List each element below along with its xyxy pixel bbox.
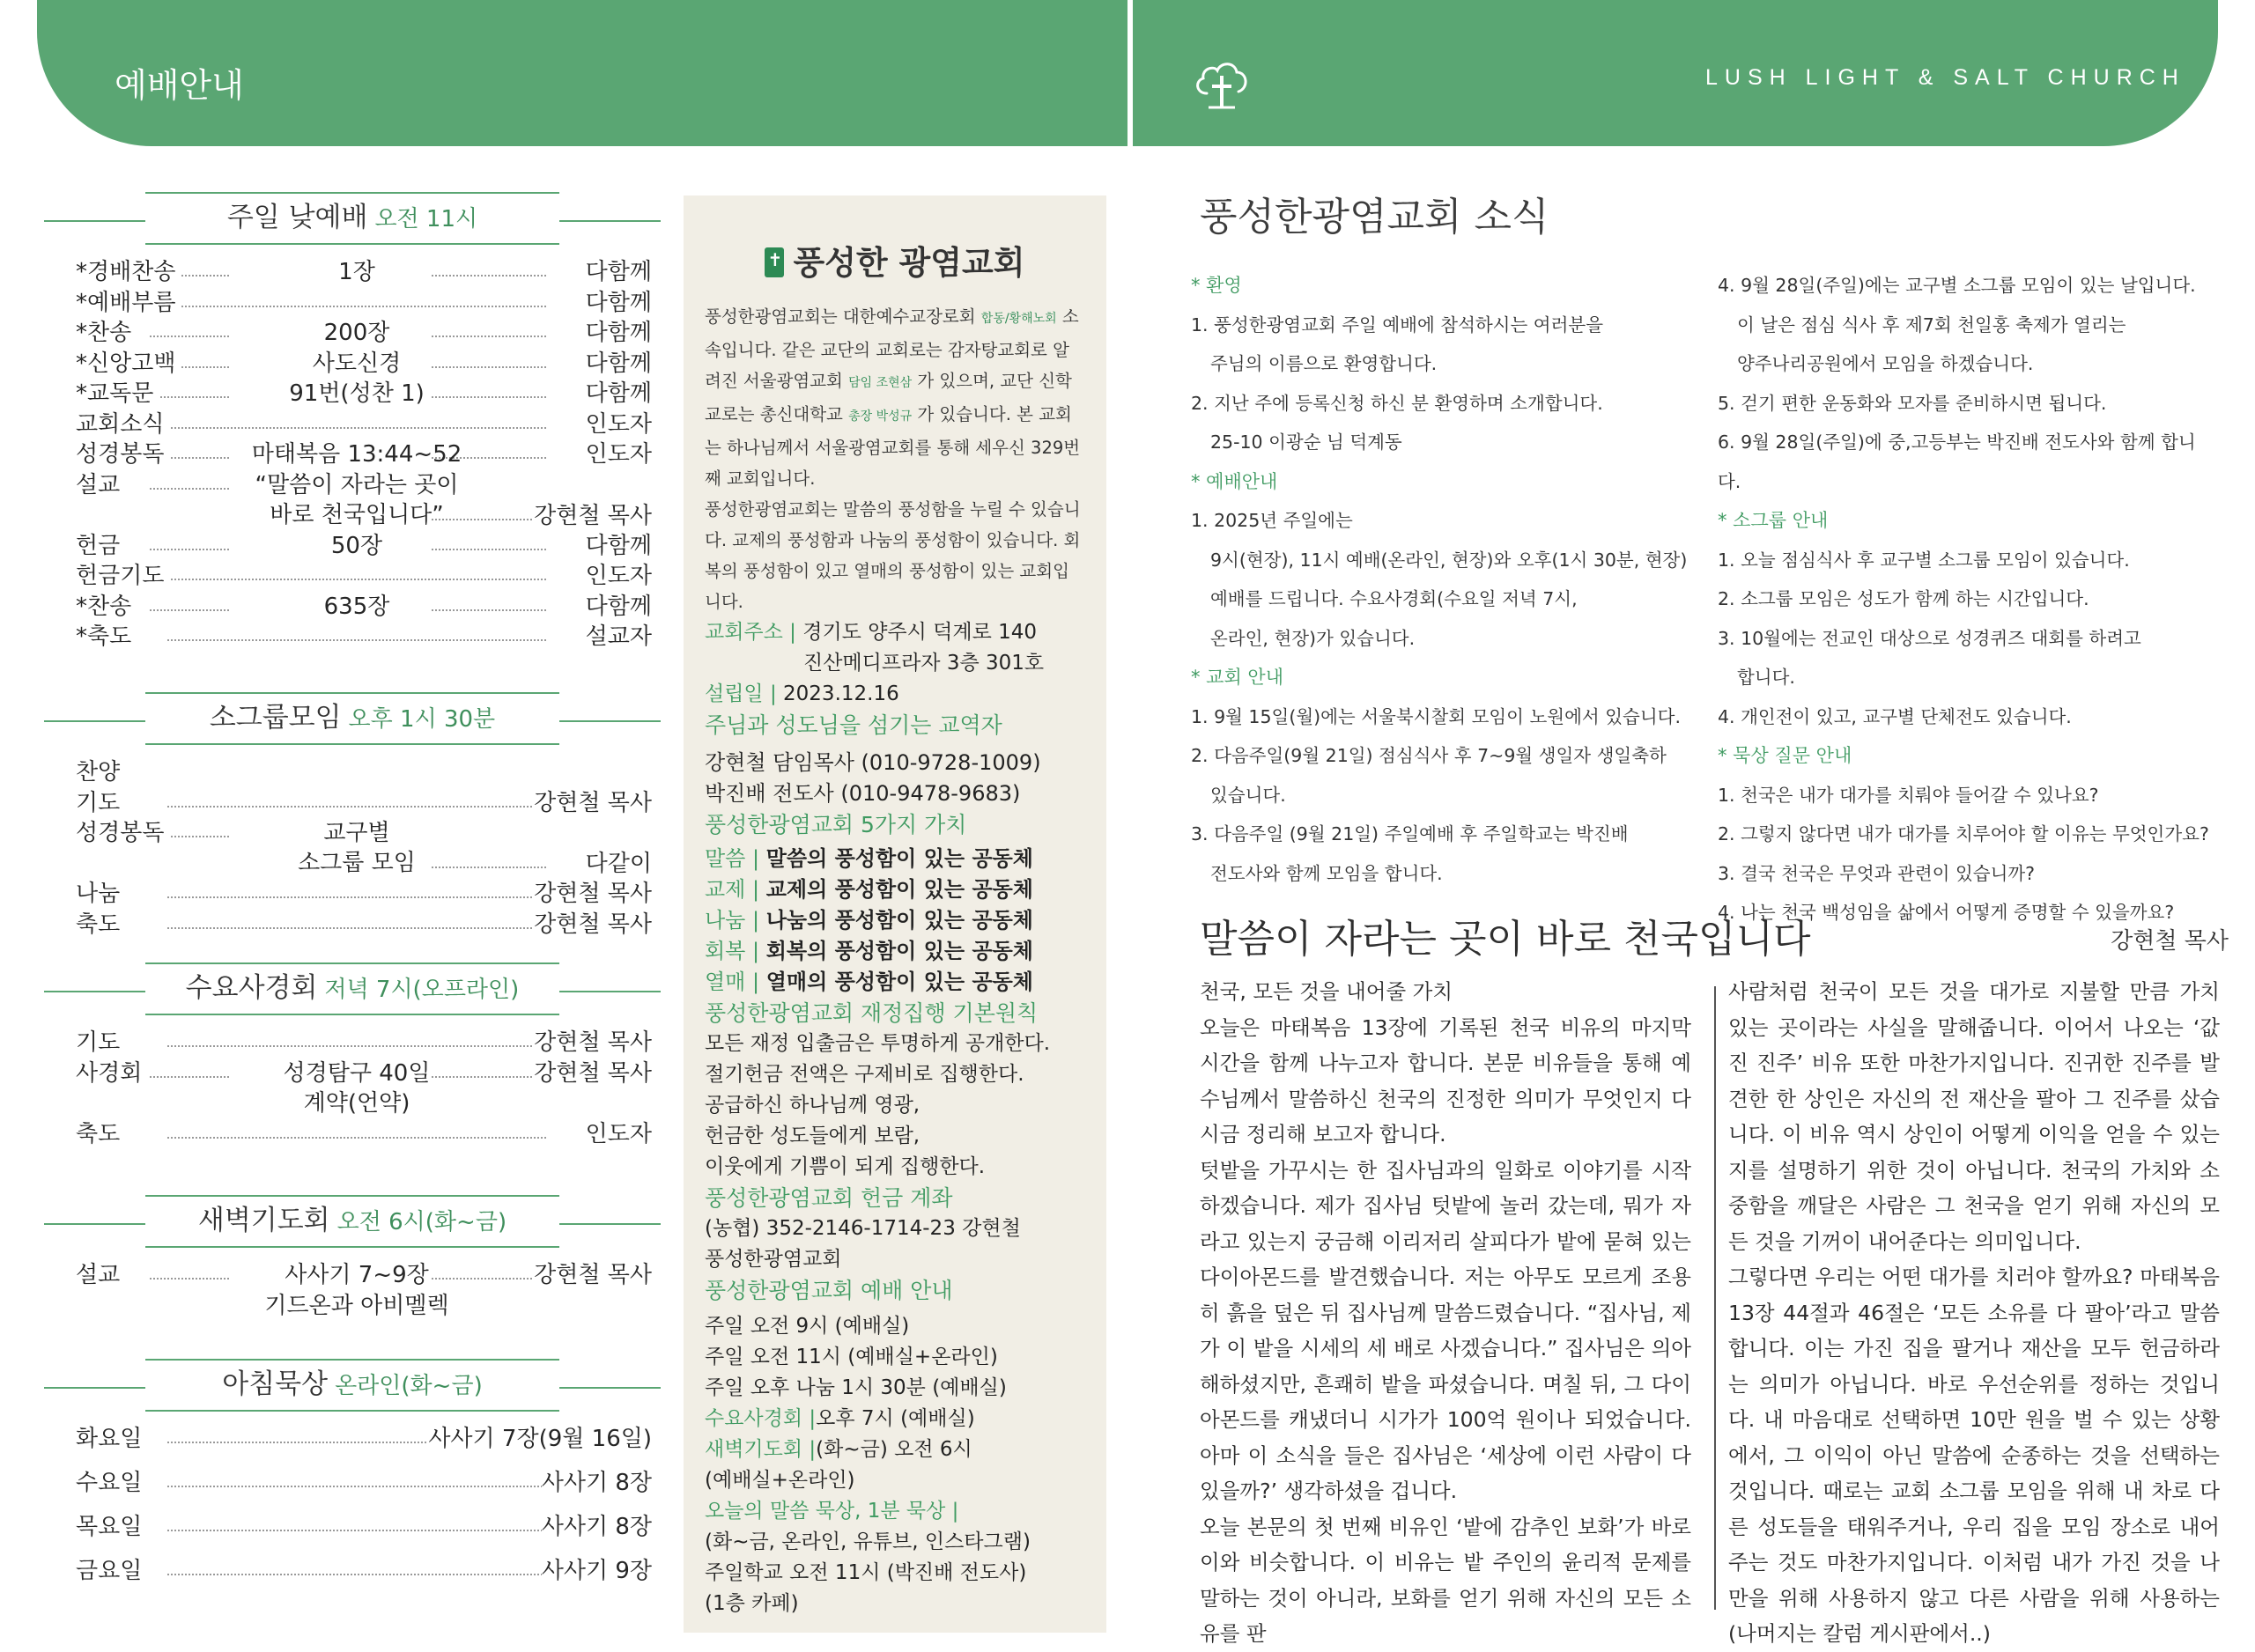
- sermon-title: 말씀이 자라는 곳이 바로 천국입니다: [1200, 917, 1811, 962]
- row-label: 기도: [76, 788, 125, 818]
- news-item: 6. 9월 28일(주일)에 중,고등부는 박진배 전도사와 함께 합니다.: [1718, 431, 2196, 492]
- sermon-paragraph: 천국, 모든 것을 내어줄 가치: [1200, 979, 1453, 1004]
- schedule-row: [44, 788, 661, 819]
- service-heading: 풍성한광염교회 예배 안내: [705, 1278, 953, 1303]
- row-label: 목요일: [76, 1512, 147, 1542]
- schedule-row: [44, 1119, 661, 1150]
- church-brand: ✝풍성한 광염교회: [705, 236, 1085, 284]
- service-6: (예배실+온라인): [705, 1469, 855, 1492]
- service-3: 주일 오후 나눔 1시 30분 (예배실): [705, 1376, 1007, 1399]
- schedule-row: [44, 470, 661, 531]
- row-label: 성경봉독: [76, 818, 169, 848]
- worship-section: [44, 1359, 661, 1600]
- schedule-row: [44, 439, 661, 470]
- service-1: 주일 오전 9시 (예배실): [705, 1315, 910, 1338]
- row-detail: 1장: [338, 259, 375, 285]
- row-label: *찬송: [76, 318, 137, 348]
- row-leader: 다함께: [585, 593, 652, 620]
- value-item: 회복 | 회복의 풍성함이 있는 공동체: [705, 939, 1033, 963]
- sermon-paragraph: 사람처럼 천국이 모든 것을 대가로 지불할 만큼 가치 있는 곳이라는 사실을 말해줍니다. 이어서 나오는 ‘값진 진주’ 비유 또한 마찬가지입니다. 진귀한 진주를 발견한 한 상인은 자신의 전 재산을 팔아 그 진주를 샀습니다. 이 비유 역시 상인이 어떻게 이익을 얻을 수 있는지를 설명하기 위한 것이 아닙니다. 천국의 가치와 소중함을 깨달은 사람은 그 천국을 얻기 위해 자신의 모든 것을 기꺼이 내어준다는 의미입니다.: [1728, 979, 2220, 1254]
- schedule-row: [44, 349, 661, 380]
- schedule-row: [44, 818, 661, 879]
- schedule-row: [44, 1291, 661, 1322]
- row-detail: 635장: [323, 593, 390, 620]
- service-2: 주일 오전 11시 (예배실+온라인): [705, 1346, 998, 1368]
- worship-section: [44, 692, 661, 940]
- section-header: [44, 1195, 661, 1248]
- news-heading: * 교회 안내: [1191, 667, 1283, 688]
- row-label: 수요일: [76, 1468, 147, 1498]
- sermon-paragraph: 오늘 본문의 첫 번째 비유인 ‘밭에 감추인 보화’가 바로 이와 비슷합니다. 이 비유는 밭 주인의 윤리적 문제를 말하는 것이 아니라, 보화를 얻기 위해 자신의 모든 소유를 판: [1200, 1514, 1691, 1646]
- news-item: 1. 2025년 주일에는: [1191, 510, 1353, 531]
- row-leader: 강현철 목사: [534, 1262, 652, 1288]
- row-leader: 사사기 7장(9월 16일): [428, 1426, 652, 1452]
- row-label: 사경회: [76, 1058, 147, 1088]
- row-leader: 다함께: [585, 289, 652, 316]
- news-item: 3. 10월에는 전교인 대상으로 성경퀴즈 대회를 하려고: [1718, 627, 2141, 649]
- row-leader: 다함께: [585, 532, 652, 559]
- row-label: 성경봉독: [76, 439, 169, 469]
- row-leader: 설교자: [585, 623, 652, 650]
- news-heading: * 소그룹 안내: [1718, 510, 1829, 531]
- section-header: [44, 192, 661, 245]
- finance-3: 공급하신 하나님께 영광,: [705, 1094, 920, 1117]
- row-leader: 강현철 목사: [534, 911, 652, 938]
- news-item: 전도사와 함께 모임을 합니다.: [1210, 862, 1443, 884]
- section-time: 오후 1시 30분: [348, 706, 496, 733]
- row-label: 축도: [76, 1119, 125, 1149]
- row-label: 금요일: [76, 1556, 147, 1586]
- schedule-row: [44, 531, 661, 562]
- staff-2: 박진배 전도사 (010-9478-9683): [705, 781, 1021, 806]
- row-label: 헌금기도: [76, 561, 169, 591]
- news-item: 있습니다.: [1210, 784, 1286, 806]
- row-label: 기도: [76, 1028, 125, 1058]
- finance-heading: 풍성한광염교회 재정집행 기본원칙: [705, 1000, 1039, 1026]
- staff-1: 강현철 담임목사 (010-9728-1009): [705, 750, 1041, 775]
- row-leader: 강현철 목사: [534, 881, 652, 907]
- row-leader: 다함께: [585, 259, 652, 285]
- finance-5: 이웃에게 기쁨이 되게 집행한다.: [705, 1155, 986, 1178]
- schedule-row: [44, 1468, 661, 1512]
- row-leader: 다함께: [585, 320, 652, 346]
- news-item: 합니다.: [1737, 667, 1795, 688]
- section-title: 새벽기도회: [197, 1205, 330, 1236]
- worship-section: [44, 1195, 661, 1321]
- church-info-panel: [684, 195, 1106, 1633]
- account-2: 풍성한광염교회: [705, 1248, 842, 1271]
- finance-4: 헌금한 성도들에게 보람,: [705, 1125, 920, 1147]
- news-item: 양주나리공원에서 모임을 하겠습니다.: [1737, 353, 2034, 374]
- schedule-row: [44, 879, 661, 910]
- schedule-row: [44, 1424, 661, 1468]
- row-detail: 사사기 7~9장: [285, 1262, 429, 1288]
- service-10: (1층 카페): [705, 1592, 799, 1615]
- church-address: 교회주소 | 경기도 양주시 덕계로 140: [705, 621, 1038, 644]
- row-label: *예배부름: [76, 288, 181, 318]
- row-detail: 계약(언약): [303, 1090, 410, 1117]
- sermon-author: 강현철 목사: [2111, 928, 2229, 955]
- schedule-row: [44, 288, 661, 319]
- news-item: 3. 결국 천국은 무엇과 관련이 있습니까?: [1718, 862, 2036, 884]
- schedule-row: [44, 379, 661, 409]
- account-1: (농협) 352-2146-1714-23 강현철: [705, 1217, 1021, 1240]
- news-heading: * 환영: [1191, 275, 1242, 296]
- row-label: 설교: [76, 1260, 125, 1290]
- row-leader: 강현철 목사: [534, 789, 652, 816]
- sermon-column-1: [1200, 974, 1691, 1652]
- row-leader: 사사기 8장: [541, 1470, 652, 1496]
- church-english-name: LUSH LIGHT & SALT CHURCH: [1705, 65, 2185, 90]
- news-item: 4. 9월 28일(주일)에는 교구별 소그룹 모임이 있는 날입니다.: [1718, 275, 2196, 296]
- row-leader: 인도자: [585, 410, 652, 438]
- news-item: 4. 나는 천국 백성임을 삶에서 어떻게 증명할 수 있을까요?: [1718, 902, 2175, 923]
- news-item: 9시(현장), 11시 예배(온라인, 현장)와 오후(1시 30분, 현장): [1210, 549, 1688, 571]
- news-item: 주님의 이름으로 환영합니다.: [1210, 353, 1438, 374]
- row-leader: 다함께: [585, 350, 652, 377]
- news-heading: * 예배안내: [1191, 470, 1278, 492]
- staff-heading: 주님과 성도님을 섬기는 교역자: [705, 712, 1002, 738]
- schedule-row: [44, 318, 661, 349]
- news-column-1: [1191, 266, 1702, 893]
- finance-2: 절기헌금 전액은 구제비로 집행한다.: [705, 1063, 1024, 1086]
- news-column-2: [1718, 266, 2211, 933]
- row-detail: 91번(성찬 1): [289, 380, 425, 407]
- section-time: 저녁 7시(오프라인): [324, 977, 520, 1003]
- row-leader: 인도자: [585, 1120, 652, 1147]
- worship-section: [44, 962, 661, 1149]
- row-detail: 50장: [330, 532, 383, 559]
- section-header: [44, 692, 661, 745]
- news-item: 온라인, 현장)가 있습니다.: [1210, 627, 1416, 649]
- schedule-row: [44, 757, 661, 788]
- row-detail: 교구별 소그룹 모임: [298, 820, 416, 876]
- church-intro: 풍성한광염교회는 대한예수교장로회 합동/황해노회 소속입니다. 같은 교단의 교회로는 감자탕교회로 알려진 서울광염교회 담임 조현삼 가 있으며, 교단 신학교로는 총신대학교 총장 박성규 가 있습니다. 본 교회는 하나님께서 서울광염교회를 통해 세우신 329번째 교회입니다.: [705, 306, 1081, 489]
- news-item: 4. 개인전이 있고, 교구별 단체전도 있습니다.: [1718, 705, 2072, 727]
- founded-date: 설립일 | 2023.12.16: [705, 682, 899, 705]
- news-item: 2. 지난 주에 등록신청 하신 분 환영하며 소개합니다.: [1191, 392, 1603, 414]
- schedule-row: [44, 561, 661, 592]
- news-item: 3. 다음주일 (9월 21일) 주일예배 후 주일학교는 박진배: [1191, 823, 1629, 844]
- row-leader: 인도자: [585, 441, 652, 468]
- row-detail: 200장: [323, 320, 390, 346]
- schedule-row: [44, 592, 661, 623]
- value-item: 교제 | 교제의 풍성함이 있는 공동체: [705, 877, 1033, 902]
- page-divider: [1128, 0, 1133, 146]
- service-4: 수요사경회 |오후 7시 (예배실): [705, 1407, 975, 1430]
- news-title: 풍성한광염교회 소식: [1200, 195, 1549, 240]
- row-label: 설교: [76, 470, 125, 500]
- section-title: 아침묵상: [222, 1368, 329, 1400]
- schedule-row: [44, 1088, 661, 1119]
- sermon-paragraph: 텃밭을 가꾸시는 한 집사님과의 일화로 이야기를 시작하겠습니다. 제가 집사님 텃밭에 놀러 갔는데, 뭐가 자라고 있는지 궁금해 이리저리 살피다가 밭에 묻혀 있는 다이아몬드를 발견했습니다. 저는 아무도 모르게 조용히 흙을 덮은 뒤 집사님께 말씀드렸습니다. “집사님, 제가 이 밭을 시세의 세 배로 사겠습니다.” 집사님은 의아해하셨지만, 흔쾌히 밭을 파셨습니다. 며칠 뒤, 그 다이아몬드를 캐냈더니 시가가 100억 원이나 되었습니다. 아마 이 소식을 들은 집사님은 ‘세상에 이런 사람이 다 있을까?’ 생각하셨을 겁니다.: [1200, 1157, 1691, 1503]
- sermon-paragraph: 오늘은 마태복음 13장에 기록된 천국 비유의 마지막 시간을 함께 나누고자 합니다. 본문 비유들을 통해 예수님께서 말씀하신 천국의 진정한 의미가 무엇인지 다시금 정리해 보고자 합니다.: [1200, 1014, 1691, 1147]
- left-page-title: 예배안내: [115, 66, 244, 105]
- value-item: 열매 | 열매의 풍성함이 있는 공동체: [705, 970, 1033, 994]
- row-label: *찬송: [76, 592, 137, 622]
- news-item: 2. 다음주일(9월 21일) 점심식사 후 7~9월 생일자 생일축하: [1191, 745, 1667, 766]
- row-leader: 다같이: [585, 851, 652, 877]
- schedule-row: [44, 622, 661, 653]
- row-leader: 강현철 목사: [534, 1029, 652, 1056]
- row-leader: 사사기 8장: [541, 1514, 652, 1540]
- section-title: 주일 낮예배: [226, 202, 368, 233]
- news-item: 5. 걷기 편한 운동화와 모자를 준비하시면 됩니다.: [1718, 392, 2107, 414]
- service-7: 오늘의 말씀 묵상, 1분 묵상 |: [705, 1500, 959, 1523]
- row-label: 교회소식: [76, 409, 169, 439]
- schedule-row: [44, 409, 661, 440]
- section-title: 수요사경회: [185, 972, 318, 1004]
- schedule-row: [44, 257, 661, 288]
- schedule-row: [44, 910, 661, 940]
- news-item: 2. 그렇지 않다면 내가 대가를 치루어야 할 이유는 무엇인가요?: [1718, 823, 2209, 844]
- news-item: 예배를 드립니다. 수요사경회(수요일 저녁 7시,: [1210, 588, 1578, 609]
- section-time: 오전 11시: [374, 206, 478, 232]
- row-detail: “말씀이 자라는 곳이 바로 천국입니다”: [255, 471, 459, 528]
- service-5: 새벽기도회 |(화~금) 오전 6시: [705, 1438, 972, 1461]
- service-8: (화~금, 온라인, 유튜브, 인스타그램): [705, 1530, 1031, 1553]
- news-item: 이 날은 점심 식사 후 제7회 천일홍 축제가 열리는: [1737, 313, 2126, 336]
- news-item: 2. 소그룹 모임은 성도가 함께 하는 시간입니다.: [1718, 588, 2089, 609]
- column-divider: [1714, 986, 1716, 1610]
- value-item: 말씀 | 말씀의 풍성함이 있는 공동체: [705, 846, 1033, 871]
- row-detail: 마태복음 13:44~52: [251, 441, 462, 468]
- row-detail: 성경탐구 40일: [283, 1059, 431, 1087]
- sermon-column-2: [1728, 974, 2220, 1652]
- values-heading: 풍성한광염교회 5가지 가치: [705, 812, 967, 837]
- row-label: 축도: [76, 910, 125, 940]
- row-leader: 강현철 목사: [534, 1059, 652, 1087]
- row-detail: 기드온과 아비멜렉: [264, 1292, 449, 1319]
- row-label: 헌금: [76, 531, 125, 561]
- value-item: 나눔 | 나눔의 풍성함이 있는 공동체: [705, 908, 1033, 933]
- row-label: *신앙고백: [76, 349, 181, 379]
- section-header: [44, 1359, 661, 1412]
- section-title: 소그룹모임: [209, 702, 342, 734]
- sermon-paragraph: 그렇다면 우리는 어떤 대가를 치러야 할까요? 마태복음 13장 44절과 46절은 ‘모든 소유를 다 팔아’라고 말씀합니다. 이는 가진 집을 팔거나 재산을 모두 헌금하라는 의미가 아닙니다. 바로 우선순위를 정하는 것입니다. 내 마음대로 선택하면 10만 원을 벌 수 있는 상황에서, 그 이익이 아닌 말씀에 순종하는 것을 선택하는 것입니다. 때로는 교회 소그룹 모임을 위해 내 차로 다른 성도들을 태워주거나, 우리 집을 모임 장소로 내어주는 것도 마찬가지입니다. 이처럼 내가 가진 것을 나만을 위해 사용하지 않고 다른 사람을 위해 사용하는 (나머지는 칼럼 게시판에서..): [1728, 1265, 2220, 1646]
- account-heading: 풍성한광염교회 헌금 계좌: [705, 1185, 953, 1211]
- news-item: 1. 오늘 점심식사 후 교구별 소그룹 모임이 있습니다.: [1718, 549, 2130, 571]
- news-heading: * 묵상 질문 안내: [1718, 745, 1852, 766]
- row-leader: 사사기 9장: [541, 1558, 652, 1584]
- church-intro-2: 풍성한광염교회는 말씀의 풍성함을 누릴 수 있습니다. 교제의 풍성함과 나눔의 풍성함이 있습니다. 회복의 풍성함이 있고 열매의 풍성함이 있는 교회입니다.: [705, 499, 1081, 612]
- section-time: 오전 6시(화~금): [336, 1209, 507, 1235]
- section-time: 온라인(화~금): [335, 1373, 483, 1399]
- row-leader: 인도자: [585, 563, 652, 589]
- values-list: [705, 844, 1085, 998]
- row-label: *축도: [76, 622, 137, 652]
- news-item: 1. 9월 15일(월)에는 서울북시찰회 모임이 노원에서 있습니다.: [1191, 705, 1681, 727]
- news-item: 25-10 이광순 님 덕계동: [1210, 431, 1402, 453]
- schedule-row: [44, 1512, 661, 1556]
- section-header: [44, 962, 661, 1015]
- row-label: 나눔: [76, 879, 125, 909]
- row-detail: 사도신경: [312, 350, 402, 377]
- schedule-row: [44, 1058, 661, 1089]
- finance-1: 모든 재정 입출금은 투명하게 공개한다.: [705, 1032, 1051, 1055]
- row-leader: 다함께: [585, 380, 652, 407]
- news-item: 1. 풍성한광염교회 주일 예배에 참석하시는 여러분을: [1191, 313, 1604, 336]
- row-leader: 강현철 목사: [534, 502, 652, 529]
- schedule-row: [44, 1260, 661, 1291]
- row-label: *경배찬송: [76, 257, 181, 287]
- worship-section: [44, 192, 661, 653]
- news-item: 1. 천국은 내가 대가를 치뤄야 들어갈 수 있나요?: [1718, 784, 2099, 806]
- service-9: 주일학교 오전 11시 (박진배 전도사): [705, 1561, 1027, 1584]
- row-label: 화요일: [76, 1424, 147, 1454]
- schedule-row: [44, 1556, 661, 1600]
- church-address-2: 진산메디프라자 3층 301호: [803, 652, 1045, 675]
- tree-cross-icon: [1191, 55, 1253, 111]
- church-mark-icon: [765, 247, 784, 277]
- row-label: *교독문: [76, 379, 159, 409]
- row-label: 찬양: [76, 757, 125, 787]
- schedule-row: [44, 1028, 661, 1058]
